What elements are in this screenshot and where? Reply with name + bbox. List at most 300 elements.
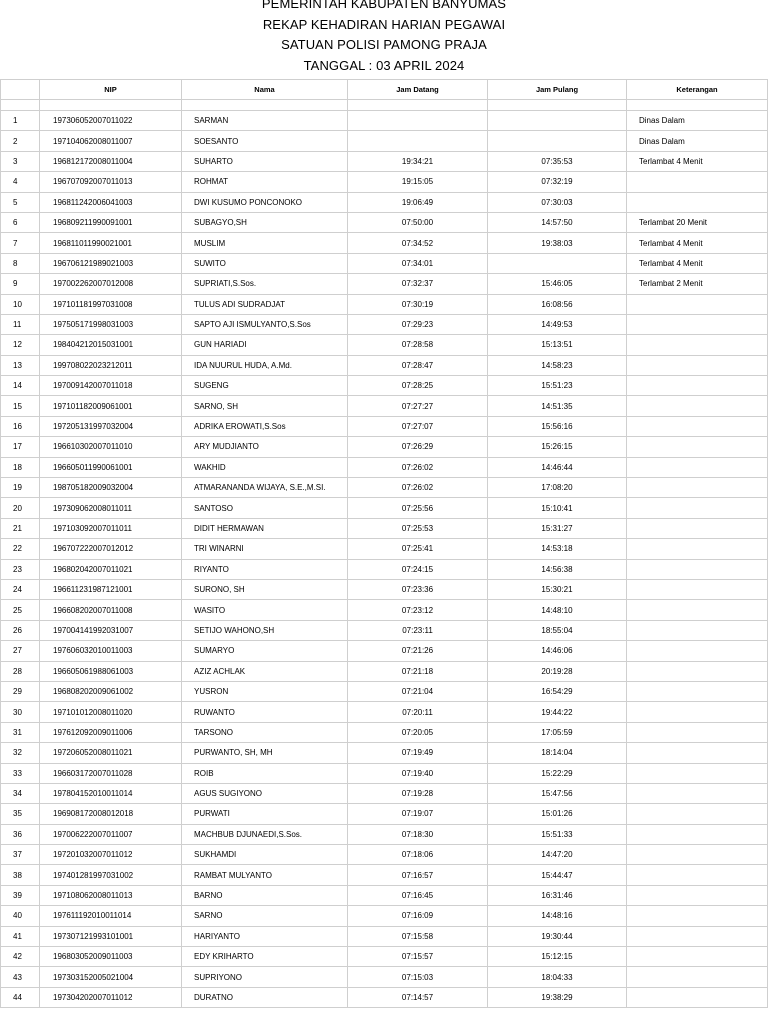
nip-cell: 196802042007011021 xyxy=(40,559,182,579)
keterangan-cell: Terlambat 4 Menit xyxy=(627,253,768,273)
jam-pulang-cell: 19:44:22 xyxy=(488,702,627,722)
jam-datang-cell: 19:34:21 xyxy=(348,151,488,171)
nip-cell: 197101012008011020 xyxy=(40,702,182,722)
table-row xyxy=(1,804,768,824)
keterangan-cell xyxy=(627,743,768,763)
row-number: 26 xyxy=(1,620,40,640)
row-number: 5 xyxy=(1,192,40,212)
keterangan-cell xyxy=(627,539,768,559)
nip-cell: 197205131997032004 xyxy=(40,416,182,436)
jam-pulang-cell: 15:30:21 xyxy=(488,579,627,599)
jam-pulang-cell: 14:57:50 xyxy=(488,212,627,232)
nama-cell: DWI KUSUMO PONCONOKO xyxy=(182,192,348,212)
nip-cell: 197611192010011014 xyxy=(40,906,182,926)
keterangan-cell xyxy=(627,559,768,579)
keterangan-cell: Terlambat 4 Menit xyxy=(627,151,768,171)
nip-cell: 197606032010011003 xyxy=(40,641,182,661)
jam-datang-cell: 07:18:30 xyxy=(348,824,488,844)
row-number: 17 xyxy=(1,437,40,457)
table-row xyxy=(1,702,768,722)
nama-cell: TRI WINARNI xyxy=(182,539,348,559)
keterangan-cell xyxy=(627,498,768,518)
keterangan-cell xyxy=(627,926,768,946)
nip-cell: 197303152005021004 xyxy=(40,967,182,987)
jam-pulang-cell: 14:46:44 xyxy=(488,457,627,477)
table-row xyxy=(1,131,768,151)
table-row xyxy=(1,294,768,314)
table-row xyxy=(1,212,768,232)
row-number: 14 xyxy=(1,376,40,396)
jam-pulang-cell: 19:38:03 xyxy=(488,233,627,253)
jam-pulang-cell: 14:47:20 xyxy=(488,845,627,865)
jam-pulang-cell: 07:32:19 xyxy=(488,172,627,192)
table-row xyxy=(1,335,768,355)
blank-cell xyxy=(627,100,768,111)
keterangan-cell xyxy=(627,600,768,620)
nama-cell: ROIB xyxy=(182,763,348,783)
row-number: 35 xyxy=(1,804,40,824)
table-row xyxy=(1,151,768,171)
table-row xyxy=(1,539,768,559)
table-row xyxy=(1,743,768,763)
column-header-no xyxy=(1,80,40,100)
row-number: 1 xyxy=(1,111,40,131)
row-number: 12 xyxy=(1,335,40,355)
column-header-jam-pulang: Jam Pulang xyxy=(488,80,627,100)
nama-cell: YUSRON xyxy=(182,681,348,701)
nama-cell: SARMAN xyxy=(182,111,348,131)
keterangan-cell xyxy=(627,947,768,967)
nama-cell: WAKHID xyxy=(182,457,348,477)
table-row xyxy=(1,437,768,457)
nip-cell: 197804152010011014 xyxy=(40,783,182,803)
jam-datang-cell: 07:19:07 xyxy=(348,804,488,824)
nip-cell: 197006222007011007 xyxy=(40,824,182,844)
table-row xyxy=(1,824,768,844)
jam-pulang-cell: 16:54:29 xyxy=(488,681,627,701)
row-number: 22 xyxy=(1,539,40,559)
jam-pulang-cell: 14:48:10 xyxy=(488,600,627,620)
jam-pulang-cell: 15:44:47 xyxy=(488,865,627,885)
row-number: 15 xyxy=(1,396,40,416)
keterangan-cell xyxy=(627,376,768,396)
jam-datang-cell: 07:24:15 xyxy=(348,559,488,579)
nama-cell: ARY MUDJIANTO xyxy=(182,437,348,457)
nama-cell: SAPTO AJI ISMULYANTO,S.Sos xyxy=(182,314,348,334)
nip-cell: 197104062008011007 xyxy=(40,131,182,151)
nip-cell: 197201032007011012 xyxy=(40,845,182,865)
row-number: 8 xyxy=(1,253,40,273)
nama-cell: SARNO xyxy=(182,906,348,926)
nip-cell: 197401281997031002 xyxy=(40,865,182,885)
jam-datang-cell: 07:23:11 xyxy=(348,620,488,640)
row-number: 7 xyxy=(1,233,40,253)
keterangan-cell: Terlambat 4 Menit xyxy=(627,233,768,253)
row-number: 11 xyxy=(1,314,40,334)
row-number: 20 xyxy=(1,498,40,518)
jam-datang-cell: 07:27:27 xyxy=(348,396,488,416)
keterangan-cell xyxy=(627,314,768,334)
jam-pulang-cell: 18:04:33 xyxy=(488,967,627,987)
jam-datang-cell xyxy=(348,111,488,131)
jam-datang-cell: 07:15:03 xyxy=(348,967,488,987)
jam-datang-cell xyxy=(348,131,488,151)
header-report-title: REKAP KEHADIRAN HARIAN PEGAWAI xyxy=(262,16,506,32)
nama-cell: SUGENG xyxy=(182,376,348,396)
table-row xyxy=(1,111,768,131)
row-number: 30 xyxy=(1,702,40,722)
jam-pulang-cell: 17:08:20 xyxy=(488,478,627,498)
row-number: 16 xyxy=(1,416,40,436)
row-number: 40 xyxy=(1,906,40,926)
nip-cell: 196611231987121001 xyxy=(40,579,182,599)
jam-pulang-cell: 14:46:06 xyxy=(488,641,627,661)
table-row xyxy=(1,885,768,905)
nama-cell: WASITO xyxy=(182,600,348,620)
table-row xyxy=(1,906,768,926)
jam-datang-cell: 07:16:45 xyxy=(348,885,488,905)
table-row xyxy=(1,478,768,498)
table-row xyxy=(1,722,768,742)
nip-cell: 196608202007011008 xyxy=(40,600,182,620)
nip-cell: 197103092007011011 xyxy=(40,518,182,538)
blank-cell xyxy=(40,100,182,111)
keterangan-cell xyxy=(627,804,768,824)
table-row xyxy=(1,579,768,599)
jam-datang-cell: 07:34:52 xyxy=(348,233,488,253)
nama-cell: AZIZ ACHLAK xyxy=(182,661,348,681)
jam-datang-cell: 07:25:53 xyxy=(348,518,488,538)
jam-pulang-cell: 07:30:03 xyxy=(488,192,627,212)
jam-pulang-cell: 15:26:15 xyxy=(488,437,627,457)
nip-cell: 197304202007011012 xyxy=(40,987,182,1007)
jam-datang-cell: 07:32:37 xyxy=(348,274,488,294)
nama-cell: RUWANTO xyxy=(182,702,348,722)
nama-cell: HARIYANTO xyxy=(182,926,348,946)
table-row xyxy=(1,457,768,477)
row-number: 43 xyxy=(1,967,40,987)
blank-row xyxy=(1,100,768,111)
nip-cell: 196811011990021001 xyxy=(40,233,182,253)
row-number: 41 xyxy=(1,926,40,946)
nama-cell: SUPRIYONO xyxy=(182,967,348,987)
keterangan-cell xyxy=(627,355,768,375)
jam-datang-cell: 07:27:07 xyxy=(348,416,488,436)
jam-datang-cell: 07:21:18 xyxy=(348,661,488,681)
nip-cell: 196605011990061001 xyxy=(40,457,182,477)
nip-cell: 196707092007011013 xyxy=(40,172,182,192)
keterangan-cell xyxy=(627,865,768,885)
nama-cell: SETIJO WAHONO,SH xyxy=(182,620,348,640)
keterangan-cell: Dinas Dalam xyxy=(627,131,768,151)
nama-cell: SUHARTO xyxy=(182,151,348,171)
nama-cell: SUKHAMDI xyxy=(182,845,348,865)
jam-pulang-cell: 18:14:04 xyxy=(488,743,627,763)
table-row xyxy=(1,661,768,681)
nip-cell: 196809211990091001 xyxy=(40,212,182,232)
nip-cell: 198705182009032004 xyxy=(40,478,182,498)
header-date: TANGGAL : 03 APRIL 2024 xyxy=(303,57,465,73)
nama-cell: GUN HARIADI xyxy=(182,335,348,355)
keterangan-cell xyxy=(627,987,768,1007)
nama-cell: ATMARANANDA WIJAYA, S.E.,M.SI. xyxy=(182,478,348,498)
row-number: 28 xyxy=(1,661,40,681)
row-number: 36 xyxy=(1,824,40,844)
nip-cell: 196707222007012012 xyxy=(40,539,182,559)
keterangan-cell xyxy=(627,967,768,987)
jam-datang-cell: 07:29:23 xyxy=(348,314,488,334)
nip-cell: 196803052009011003 xyxy=(40,947,182,967)
jam-pulang-cell xyxy=(488,253,627,273)
keterangan-cell xyxy=(627,478,768,498)
jam-datang-cell: 07:26:29 xyxy=(348,437,488,457)
nip-cell: 199708022023212011 xyxy=(40,355,182,375)
table-row xyxy=(1,783,768,803)
jam-datang-cell: 07:20:11 xyxy=(348,702,488,722)
nip-cell: 197505171998031003 xyxy=(40,314,182,334)
table-row xyxy=(1,845,768,865)
jam-datang-cell: 07:23:36 xyxy=(348,579,488,599)
jam-datang-cell: 07:16:57 xyxy=(348,865,488,885)
keterangan-cell xyxy=(627,518,768,538)
row-number: 34 xyxy=(1,783,40,803)
nip-cell: 197009142007011018 xyxy=(40,376,182,396)
nama-cell: SOESANTO xyxy=(182,131,348,151)
jam-datang-cell: 07:23:12 xyxy=(348,600,488,620)
column-header-jam-datang: Jam Datang xyxy=(348,80,488,100)
table-row xyxy=(1,926,768,946)
keterangan-cell xyxy=(627,641,768,661)
nama-cell: SUWITO xyxy=(182,253,348,273)
table-row xyxy=(1,314,768,334)
jam-datang-cell: 07:19:40 xyxy=(348,763,488,783)
jam-datang-cell: 07:21:26 xyxy=(348,641,488,661)
nama-cell: SUPRIATI,S.Sos. xyxy=(182,274,348,294)
nama-cell: EDY KRIHARTO xyxy=(182,947,348,967)
nama-cell: SUBAGYO,SH xyxy=(182,212,348,232)
column-header-keterangan: Keterangan xyxy=(627,80,768,100)
jam-pulang-cell: 15:22:29 xyxy=(488,763,627,783)
nama-cell: IDA NUURUL HUDA, A.Md. xyxy=(182,355,348,375)
nip-cell: 197004141992031007 xyxy=(40,620,182,640)
nama-cell: DIDIT HERMAWAN xyxy=(182,518,348,538)
jam-pulang-cell: 14:56:38 xyxy=(488,559,627,579)
nama-cell: SANTOSO xyxy=(182,498,348,518)
nama-cell: BARNO xyxy=(182,885,348,905)
jam-datang-cell: 07:14:57 xyxy=(348,987,488,1007)
table-header-row xyxy=(1,80,768,100)
table-row xyxy=(1,518,768,538)
nip-cell: 197101181997031008 xyxy=(40,294,182,314)
nip-cell: 196811242006041003 xyxy=(40,192,182,212)
nip-cell: 197002262007012008 xyxy=(40,274,182,294)
keterangan-cell xyxy=(627,885,768,905)
blank-cell xyxy=(1,100,40,111)
keterangan-cell xyxy=(627,763,768,783)
table-row xyxy=(1,355,768,375)
jam-pulang-cell: 15:51:23 xyxy=(488,376,627,396)
row-number: 31 xyxy=(1,722,40,742)
keterangan-cell xyxy=(627,294,768,314)
row-number: 29 xyxy=(1,681,40,701)
jam-datang-cell: 07:28:58 xyxy=(348,335,488,355)
jam-pulang-cell: 15:56:16 xyxy=(488,416,627,436)
keterangan-cell xyxy=(627,457,768,477)
jam-datang-cell: 07:19:28 xyxy=(348,783,488,803)
jam-pulang-cell: 14:53:18 xyxy=(488,539,627,559)
nip-cell: 197206052008011021 xyxy=(40,743,182,763)
row-number: 18 xyxy=(1,457,40,477)
jam-datang-cell: 07:50:00 xyxy=(348,212,488,232)
blank-cell xyxy=(488,100,627,111)
nip-cell: 196808202009061002 xyxy=(40,681,182,701)
keterangan-cell xyxy=(627,579,768,599)
jam-pulang-cell: 16:08:56 xyxy=(488,294,627,314)
table-row xyxy=(1,987,768,1007)
keterangan-cell: Terlambat 2 Menit xyxy=(627,274,768,294)
row-number: 39 xyxy=(1,885,40,905)
row-number: 19 xyxy=(1,478,40,498)
jam-pulang-cell: 18:55:04 xyxy=(488,620,627,640)
jam-datang-cell: 07:28:25 xyxy=(348,376,488,396)
jam-pulang-cell xyxy=(488,131,627,151)
jam-pulang-cell: 15:51:33 xyxy=(488,824,627,844)
nama-cell: ADRIKA EROWATI,S.Sos xyxy=(182,416,348,436)
jam-datang-cell: 07:26:02 xyxy=(348,478,488,498)
table-row xyxy=(1,967,768,987)
jam-datang-cell: 07:26:02 xyxy=(348,457,488,477)
keterangan-cell xyxy=(627,661,768,681)
table-row xyxy=(1,763,768,783)
jam-pulang-cell: 16:31:46 xyxy=(488,885,627,905)
nama-cell: DURATNO xyxy=(182,987,348,1007)
nama-cell: ROHMAT xyxy=(182,172,348,192)
blank-cell xyxy=(348,100,488,111)
nama-cell: SUMARYO xyxy=(182,641,348,661)
jam-pulang-cell: 17:05:59 xyxy=(488,722,627,742)
row-number: 9 xyxy=(1,274,40,294)
nama-cell: SARNO, SH xyxy=(182,396,348,416)
jam-pulang-cell xyxy=(488,111,627,131)
attendance-table xyxy=(0,79,768,1008)
keterangan-cell xyxy=(627,620,768,640)
keterangan-cell: Terlambat 20 Menit xyxy=(627,212,768,232)
jam-pulang-cell: 19:30:44 xyxy=(488,926,627,946)
jam-datang-cell: 07:25:41 xyxy=(348,539,488,559)
keterangan-cell xyxy=(627,681,768,701)
row-number: 3 xyxy=(1,151,40,171)
nip-cell: 197309062008011011 xyxy=(40,498,182,518)
jam-pulang-cell: 14:51:35 xyxy=(488,396,627,416)
table-row xyxy=(1,376,768,396)
nip-cell: 196706121989021003 xyxy=(40,253,182,273)
nip-cell: 196603172007011028 xyxy=(40,763,182,783)
nama-cell: PURWANTO, SH, MH xyxy=(182,743,348,763)
nip-cell: 196610302007011010 xyxy=(40,437,182,457)
row-number: 2 xyxy=(1,131,40,151)
row-number: 38 xyxy=(1,865,40,885)
row-number: 33 xyxy=(1,763,40,783)
row-number: 23 xyxy=(1,559,40,579)
jam-datang-cell: 07:18:06 xyxy=(348,845,488,865)
row-number: 10 xyxy=(1,294,40,314)
jam-datang-cell: 07:15:58 xyxy=(348,926,488,946)
table-row xyxy=(1,233,768,253)
table-row xyxy=(1,947,768,967)
nama-cell: TARSONO xyxy=(182,722,348,742)
jam-datang-cell: 07:20:05 xyxy=(348,722,488,742)
keterangan-cell xyxy=(627,702,768,722)
nama-cell: RAMBAT MULYANTO xyxy=(182,865,348,885)
keterangan-cell xyxy=(627,722,768,742)
nama-cell: SURONO, SH xyxy=(182,579,348,599)
jam-pulang-cell: 14:48:16 xyxy=(488,906,627,926)
keterangan-cell xyxy=(627,906,768,926)
jam-pulang-cell: 15:13:51 xyxy=(488,335,627,355)
jam-datang-cell: 07:25:56 xyxy=(348,498,488,518)
jam-pulang-cell: 15:10:41 xyxy=(488,498,627,518)
keterangan-cell xyxy=(627,783,768,803)
nama-cell: TULUS ADI SUDRADJAT xyxy=(182,294,348,314)
row-number: 42 xyxy=(1,947,40,967)
jam-pulang-cell: 15:01:26 xyxy=(488,804,627,824)
nama-cell: RIYANTO xyxy=(182,559,348,579)
row-number: 21 xyxy=(1,518,40,538)
table-row xyxy=(1,396,768,416)
row-number: 6 xyxy=(1,212,40,232)
keterangan-cell xyxy=(627,845,768,865)
keterangan-cell xyxy=(627,335,768,355)
keterangan-cell xyxy=(627,396,768,416)
row-number: 32 xyxy=(1,743,40,763)
keterangan-cell xyxy=(627,172,768,192)
jam-pulang-cell: 19:38:29 xyxy=(488,987,627,1007)
row-number: 24 xyxy=(1,579,40,599)
table-row xyxy=(1,559,768,579)
table-body xyxy=(1,100,768,1008)
nip-cell: 197612092009011006 xyxy=(40,722,182,742)
jam-pulang-cell: 20:19:28 xyxy=(488,661,627,681)
keterangan-cell xyxy=(627,437,768,457)
report-header xyxy=(0,0,768,76)
row-number: 25 xyxy=(1,600,40,620)
row-number: 37 xyxy=(1,845,40,865)
jam-datang-cell: 07:15:57 xyxy=(348,947,488,967)
row-number: 44 xyxy=(1,987,40,1007)
table-row xyxy=(1,416,768,436)
nip-cell: 197307121993101001 xyxy=(40,926,182,946)
keterangan-cell: Dinas Dalam xyxy=(627,111,768,131)
row-number: 13 xyxy=(1,355,40,375)
table-row xyxy=(1,498,768,518)
jam-pulang-cell: 15:47:56 xyxy=(488,783,627,803)
nama-cell: PURWATI xyxy=(182,804,348,824)
nama-cell: AGUS SUGIYONO xyxy=(182,783,348,803)
nip-cell: 197108062008011013 xyxy=(40,885,182,905)
row-number: 27 xyxy=(1,641,40,661)
jam-datang-cell: 07:21:04 xyxy=(348,681,488,701)
jam-pulang-cell: 15:12:15 xyxy=(488,947,627,967)
jam-pulang-cell: 07:35:53 xyxy=(488,151,627,171)
nama-cell: MACHBUB DJUNAEDI,S.Sos. xyxy=(182,824,348,844)
nip-cell: 196812172008011004 xyxy=(40,151,182,171)
table-row xyxy=(1,253,768,273)
table-row xyxy=(1,641,768,661)
column-header-nip: NIP xyxy=(40,80,182,100)
jam-datang-cell: 07:30:19 xyxy=(348,294,488,314)
nip-cell: 198404212015031001 xyxy=(40,335,182,355)
jam-datang-cell: 19:15:05 xyxy=(348,172,488,192)
